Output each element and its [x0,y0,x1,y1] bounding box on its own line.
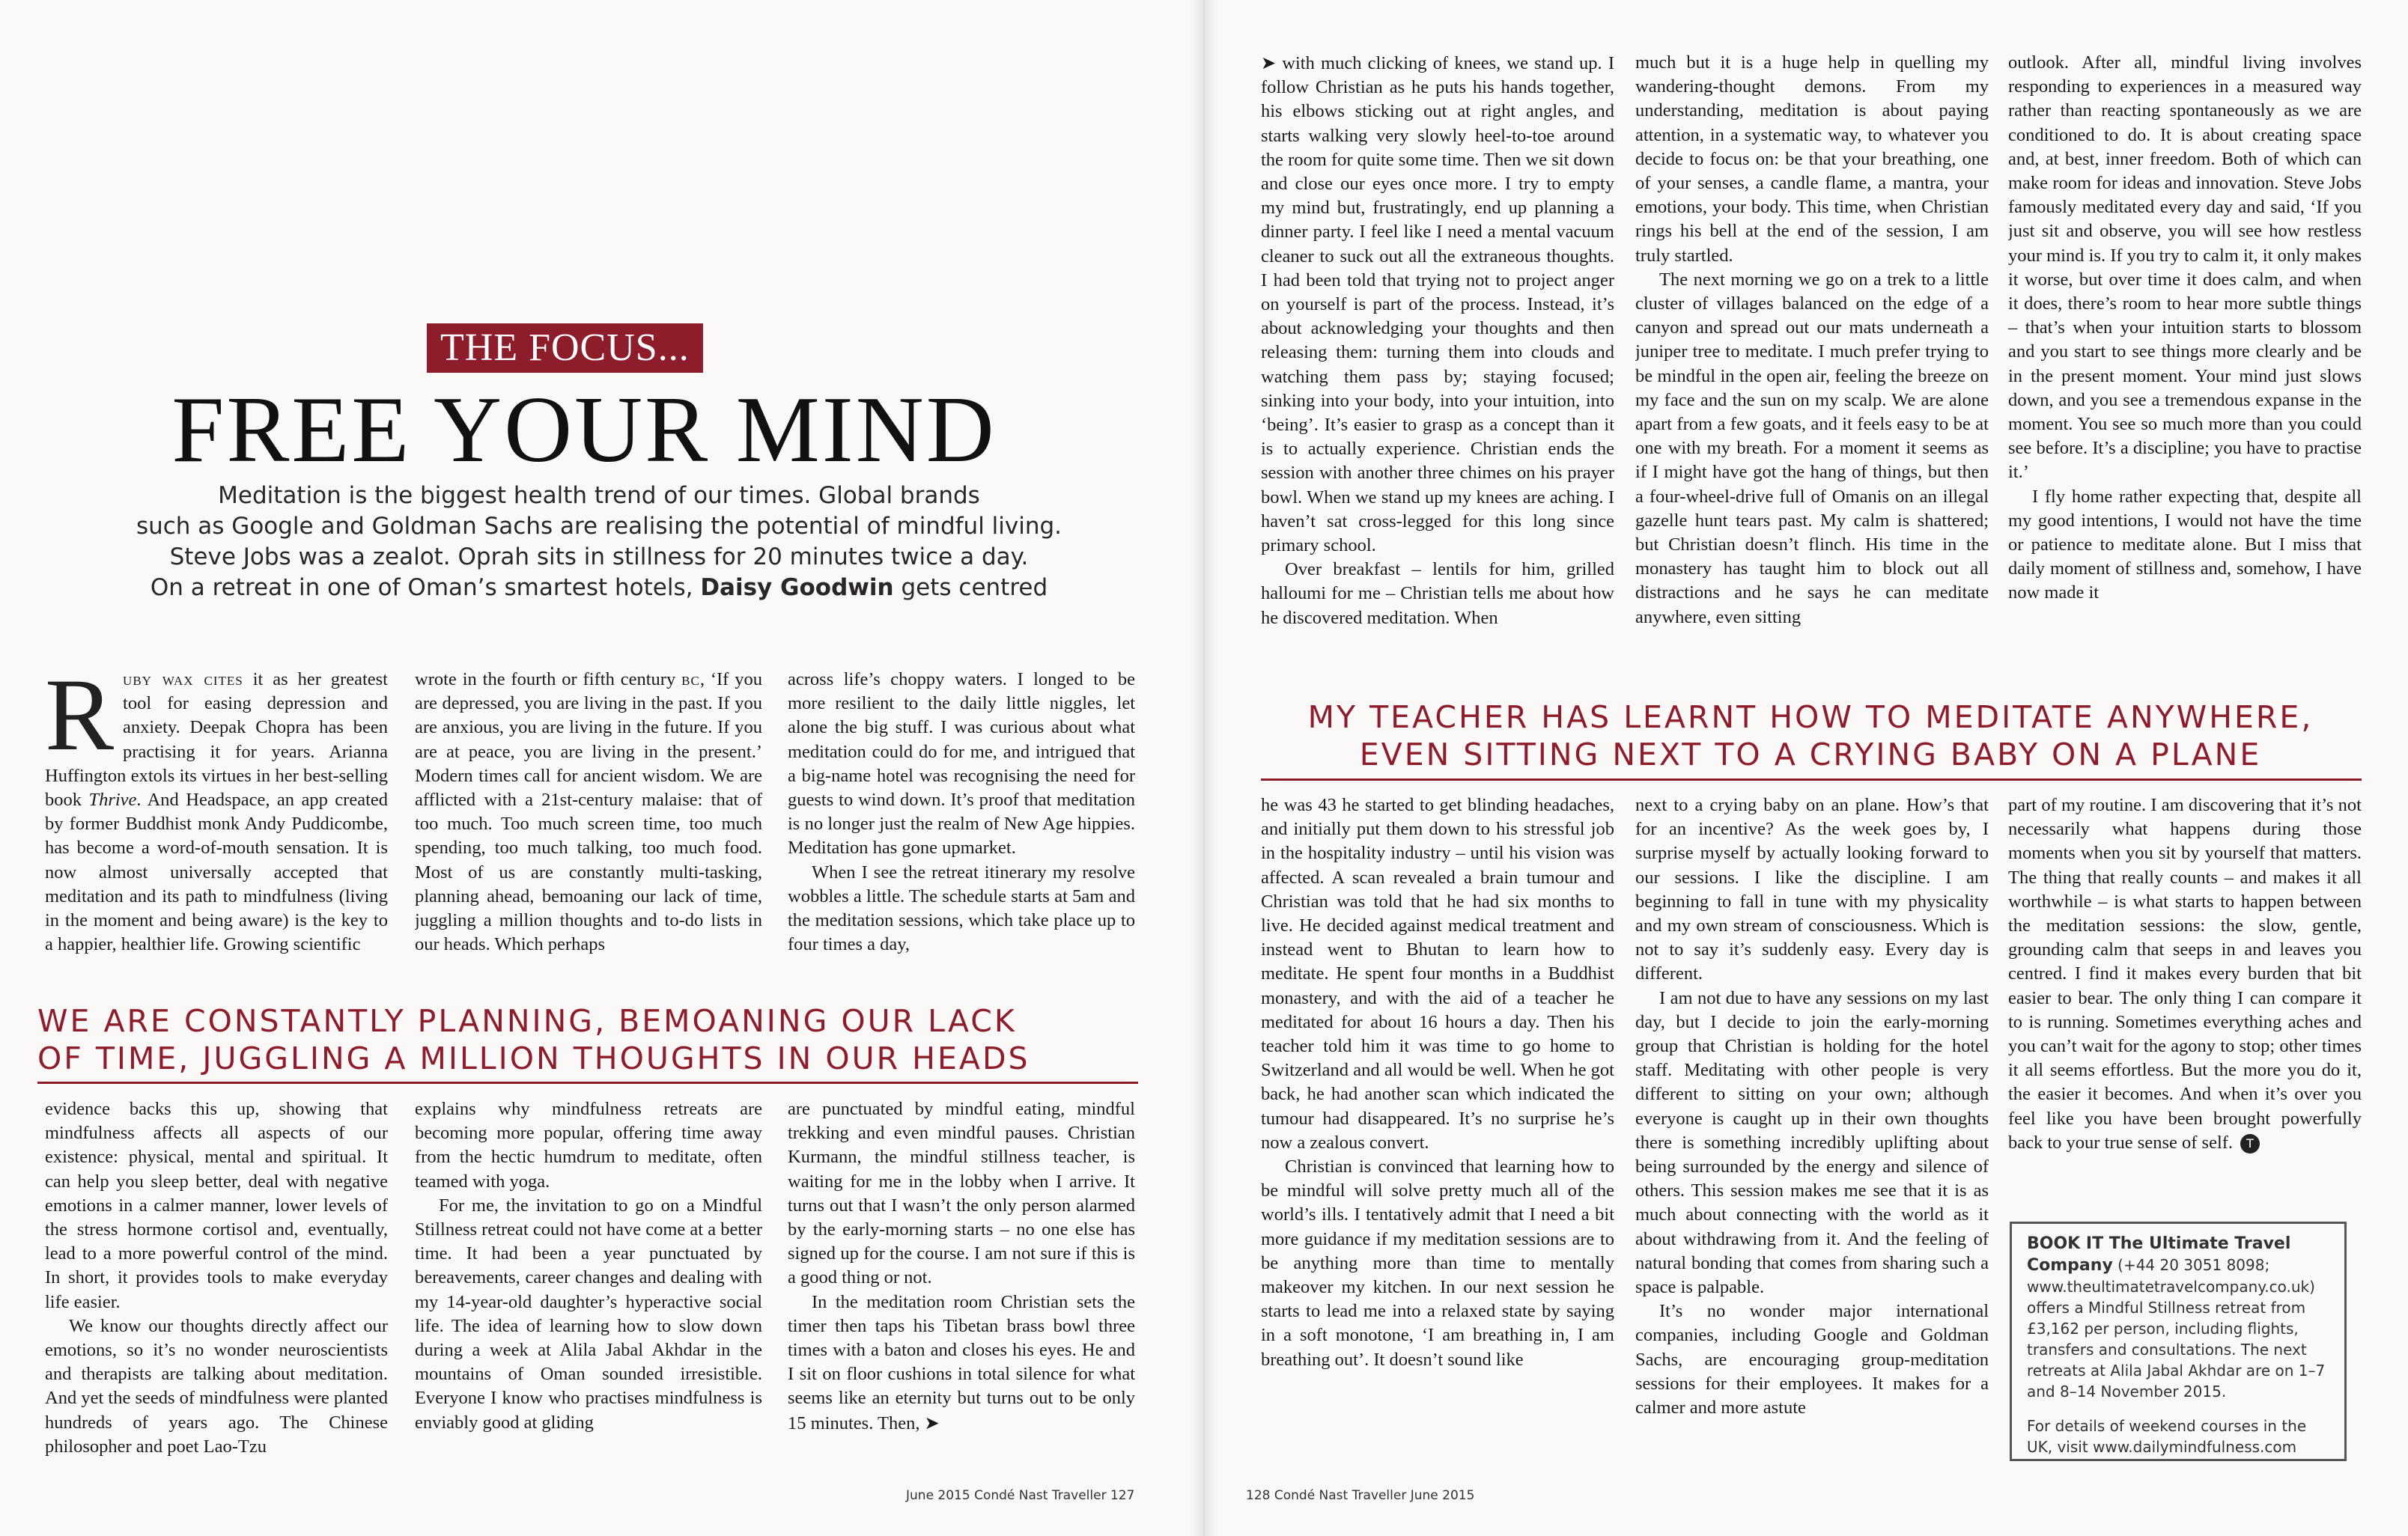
standfirst-text: gets centred [901,574,1048,601]
body-column [45,668,388,981]
left-page [0,0,1198,1536]
paragraph: We know our thoughts directly affect our emotions, so it’s no wonder neuroscientists and therapists are talking about meditation. And yet the seeds of mindfulness were planted hundreds of years ago. The Chinese philosopher and poet Lao-Tzu [45,1315,388,1457]
body-column [1261,793,1614,1467]
paragraph: next to a crying baby on an plane. How’s that for an incentive? As the week goes by, I surprise myself by actually looking forward to our sessions. I like the discipline. I am beginning to fall in tune with my physicality and my own stream of consciousness. Which is not to say it’s suddenly easy. Every day is different. [1635,795,1989,984]
body-column [1635,793,1989,1467]
paragraph-text: wrote in the fourth or fifth century [415,669,676,689]
paragraph-text: In the meditation room Christian sets the timer then taps his Tibetan brass bowl three times with a baton and closes his eyes. He and I sit on floor cushions in total silence for what seems like an eternity but turns out to be only 15 minutes. Then, [788,1291,1135,1433]
body-column [1635,51,1989,680]
headline: FREE YOUR MIND [171,378,997,482]
pull-quote-line: MY TEACHER HAS LEARNT HOW TO MEDITATE ANYWHERE, [1307,699,2314,735]
paragraph: are punctuated by mindful eating, mindful trekking and even mindful pauses. Christian Kurmann, the mindful stillness teacher, is waiting for me in the lobby when I arrive. It turns out that I wasn’t the only person alarmed by the early-morning starts – no one else has signed up for the course. I am not sure if this is a good thing or not. [788,1099,1135,1288]
body-column [45,1097,388,1464]
paragraph: outlook. After all, mindful living involves responding to experiences in a measured way rather than reacting spontaneously as we are conditioned to do. It is about creating space and, at best, inner freedom. Both of which can make room for ideas and innovation. Steve Jobs famously meditated every day and said, ‘If you just sit and observe, you will see how restless your mind is. If you try to calm it, it only makes it worse, but over time it does calm, and when it does, there’s room to hear more subtle things – that’s when your intuition starts to blossom and you start to see things more clearly and be in the present moment. Your mind just slows down, and you see a tremendous expanse in the moment. You see so much more than you could see before. It’s a discipline; you have to practise it.’ [2008,52,2362,483]
pull-quote-rule [1261,778,2362,781]
pull-quote-rule [37,1082,1138,1084]
book-it-text [2027,1233,2329,1402]
standfirst-line: Meditation is the biggest health trend of our times. Global brands [218,482,980,509]
pull-quote-line: WE ARE CONSTANTLY PLANNING, BEMOANING OUR LACK [37,1003,1017,1039]
paragraph: evidence backs this up, showing that mindfulness affects all aspects of our existence: physical, mental and spiritual. It can help you sleep better, deal with negative emotions in a calmer manner, lower levels of the stress hormone cortisol and, eventually, lead to a more powerful control of the mind. In short, it provides tools to make everyday life easier. [45,1099,388,1312]
lead-in: uby wax cites [123,669,243,689]
paragraph-text: with much clicking of knees, we stand up. I follow Christian as he puts his hands together, his elbows sticking out at right angles, and starts walking very slowly heel-to-toe around the room for quite some time. Then we sit down and close our eyes once more. I try to empty my mind but, frustratingly, end up planning a dinner party. I feel like I need a mental vacuum cleaner to suck out all the extraneous thoughts. I had been told that trying not to project anger on yourself is part of the process. Instead, it’s about acknowledging your thoughts and then releasing them: turning them into clouds and watching them pass by; staying focused; sinking into your body, into your intuition, into ‘being’. It’s easier to grasp as a concept than it is to actually experience. Christian ends the session with another three chimes on his prayer bowl. When we stand up my knees are aching. I haven’t sat cross-legged for this long since primary school. [1261,53,1614,556]
paragraph [1261,51,1614,558]
end-mark-icon: T [2240,1134,2260,1153]
paragraph [45,668,388,957]
continue-arrow-icon: ➤ [924,1412,940,1433]
body-column [1261,51,1614,680]
paragraph: across life’s choppy waters. I longed to be more resilient to the daily little niggles, let alone the big stuff. I was curious about what meditation could do for me, and intrigued that a big-name hotel was recognising the need for guests to wind down. It’s proof that meditation is no longer just the realm of New Age hippies. Meditation has gone upmarket. [788,669,1135,859]
paragraph: much but it is a huge help in quelling my wandering-thought demons. From my understanding, meditation is about paying attention, in a systematic way, to whatever you decide to focus on: be that your breathing, one of your senses, a candle flame, a mantra, your emotions, your body. This time, when Christian rings his bell at the end of the session, I am truly startled. [1635,52,1989,266]
pull-quote-line: OF TIME, JUGGLING A MILLION THOUGHTS IN OUR HEADS [37,1040,1030,1076]
standfirst-line [30,573,1168,603]
paragraph: For me, the invitation to go on a Mindful Stillness retreat could not have come at a better time. It had been a year punctuated by bereavements, career changes and dealing with my 14-year-old daughter’s hyperactive social life. The idea of learning how to slow down during a week at Alila Jabal Akhdar in the mountains of Oman sounded irresistible. Everyone I know who practises mindfulness is enviably good at gliding [415,1195,762,1433]
byline: Daisy Goodwin [700,574,894,601]
page-folio: 128 Condé Nast Traveller June 2015 [1246,1488,1475,1503]
continued-arrow-icon: ➤ [1261,52,1277,73]
paragraph [788,1290,1135,1436]
body-column [415,668,762,981]
pull-quote-line: EVEN SITTING NEXT TO A CRYING BABY ON A PLANE [1359,737,2262,772]
standfirst [30,481,1168,603]
paragraph: It’s no wonder major international companies, including Google and Goldman Sachs, are encouraging group-meditation sessions for their employees. It makes for a calmer and more astute [1635,1301,1989,1418]
paragraph: Over breakfast – lentils for him, grilled halloumi for me – Christian tells me about how he discovered meditation. When [1261,559,1614,628]
paragraph-text: it as her greatest tool for easing depression and anxiety. Deepak Chopra has been practising it for years. Arianna Huffington extols its virtues in her best-selling book [45,669,388,811]
paragraph: I am not due to have any sessions on my last day, but I decide to join the early-morning group that Christian is holding for the hotel staff. Meditating with other people is very different to sitting on your own; although everyone is caught up in their own thoughts there is something incredibly uplifting about being surrounded by the energy and silence of others. This session makes me see that it is as much about connecting with the world as it about withdrawing from it. And the feeling of natural bonding that comes from sharing such a space is palpable. [1635,987,1989,1298]
book-it-body: (+44 20 3051 8098; www.theultimatetravelcompany.co.uk) offers a Mindful Stillness retreat from £3,162 per person, including flights, transfers and consultations. The next retreats at Alila Jabal Akhdar are on 1–7 and 8–14 November 2015. [2027,1256,2326,1401]
paragraph: he was 43 he started to get blinding headaches, and initially put them down to his stressful job in the hospitality industry – until his vision was affected. A scan revealed a brain tumour and Christian was told that he had six months to live. He decided against medical treatment and instead went to Bhutan to learn how to meditate. He spent four months in a Buddhist monastery, and with the aid of a teacher he meditated for about 16 hours a day. Then his teacher told him it was time to go home to Switzerland and all would be well. When he got back, he had another scan which indicated the tumour had disappeared. It’s no surprise he’s now a zealous convert. [1261,795,1614,1153]
paragraph-text: , ‘If you are depressed, you are living in the past. If you are anxious, you are living in the future. If you are at peace, you are living in the present.’ Modern times call for ancient wisdom. We are afflicted with a 21st-century malaise: that of too much. Too much screen time, too much spending, too much talking, too much food. Most of us are constantly multi-tasking, planning ahead, bemoaning our lack of time, juggling a million thoughts and to-do lists in our heads. Which perhaps [415,669,762,955]
body-column [2008,51,2362,680]
standfirst-line: such as Google and Goldman Sachs are realising the potential of mindful living. [136,513,1062,540]
paragraph-text: part of my routine. I am discovering that it’s not necessarily what happens during those moments when you sit by yourself that matters. The thing that really counts – and makes it all worthwhile – is what starts to happen between the meditation sessions: the slow, gentle, grounding calm that seeps in and leaves you centred. I find it makes every burden that bit easier to bear. The only thing I can compare it to is running. Sometimes everything aches and you can’t wait for the agony to stop; other times it all seems effortless. But the more you do it, the easier it becomes. And when it’s over you feel like you have been brought powerfully back to your true sense of self. [2008,795,2362,1153]
standfirst-line: Steve Jobs was a zealot. Oprah sits in stillness for 20 minutes twice a day. [169,543,1029,570]
book-title: Thrive [88,790,137,811]
paragraph: I fly home rather expecting that, despite all my good intentions, I would not have the time or patience to meditate alone. But I miss that daily moment of stillness and, somehow, I have now made it [2008,486,2362,603]
page-folio: June 2015 Condé Nast Traveller 127 [906,1488,1135,1503]
paragraph: The next morning we go on a trek to a little cluster of villages balanced on the edge of a canyon and spread out our mats underneath a juniper tree to meditate. I much prefer trying to be mindful in the open air, feeling the breeze on my face and the sun on my scalp. We are alone apart from a few goats, and it feels easy to be at one with my breath. For a moment it seems as if I might have got the hang of things, but then a four-wheel-drive full of Omanis on an illegal gazelle hunt tears past. My calm is shattered; but Christian doesn’t flinch. His time in the monastery has taught him to block out all distractions and he says he can meditate anywhere, even sitting [1635,269,1989,627]
body-column [788,1097,1135,1464]
paragraph: When I see the retreat itinerary my resolve wobbles a little. The schedule starts at 5am and the meditation sessions, which take place up to four times a day, [788,862,1135,955]
body-column [788,668,1135,981]
paragraph [415,668,762,957]
drop-cap: R [45,668,115,772]
book-it-box [2010,1222,2347,1461]
era-abbrev: bc [681,669,700,689]
section-kicker: THE FOCUS... [427,323,703,373]
paragraph-text: . And Headspace, an app created by former Buddhist monk Andy Puddicombe, has become a word-of-mouth sensation. It is now almost universally accepted that meditation and its path to mindfulness (living in the moment and being aware) is the key to a happier, healthier life. Growing scientific [45,790,388,955]
book-it-heading: BOOK IT The Ultimate Travel Company [2027,1234,2291,1275]
paragraph: Christian is convinced that learning how to be mindful will solve pretty much all of the world’s ills. I tentatively admit that I need a bit more guidance if my meditation sessions are to be anything more than time to mentally makeover my kitchen. In our next session he starts to lead me into a relaxed state by saying in a soft monotone, ‘I am breathing in, I am breathing out’. It doesn’t sound like [1261,1156,1614,1370]
body-column [415,1097,762,1464]
book-it-footer: For details of weekend courses in the UK, visit www.dailymindfulness.com [2027,1417,2307,1456]
paragraph: explains why mindfulness retreats are becoming more popular, offering time away from the hectic humdrum to meditate, often teamed with yoga. [415,1099,762,1192]
paragraph [2008,793,2362,1155]
body-column [2008,793,2362,1213]
standfirst-text: On a retreat in one of Oman’s smartest hotels, [150,574,693,601]
